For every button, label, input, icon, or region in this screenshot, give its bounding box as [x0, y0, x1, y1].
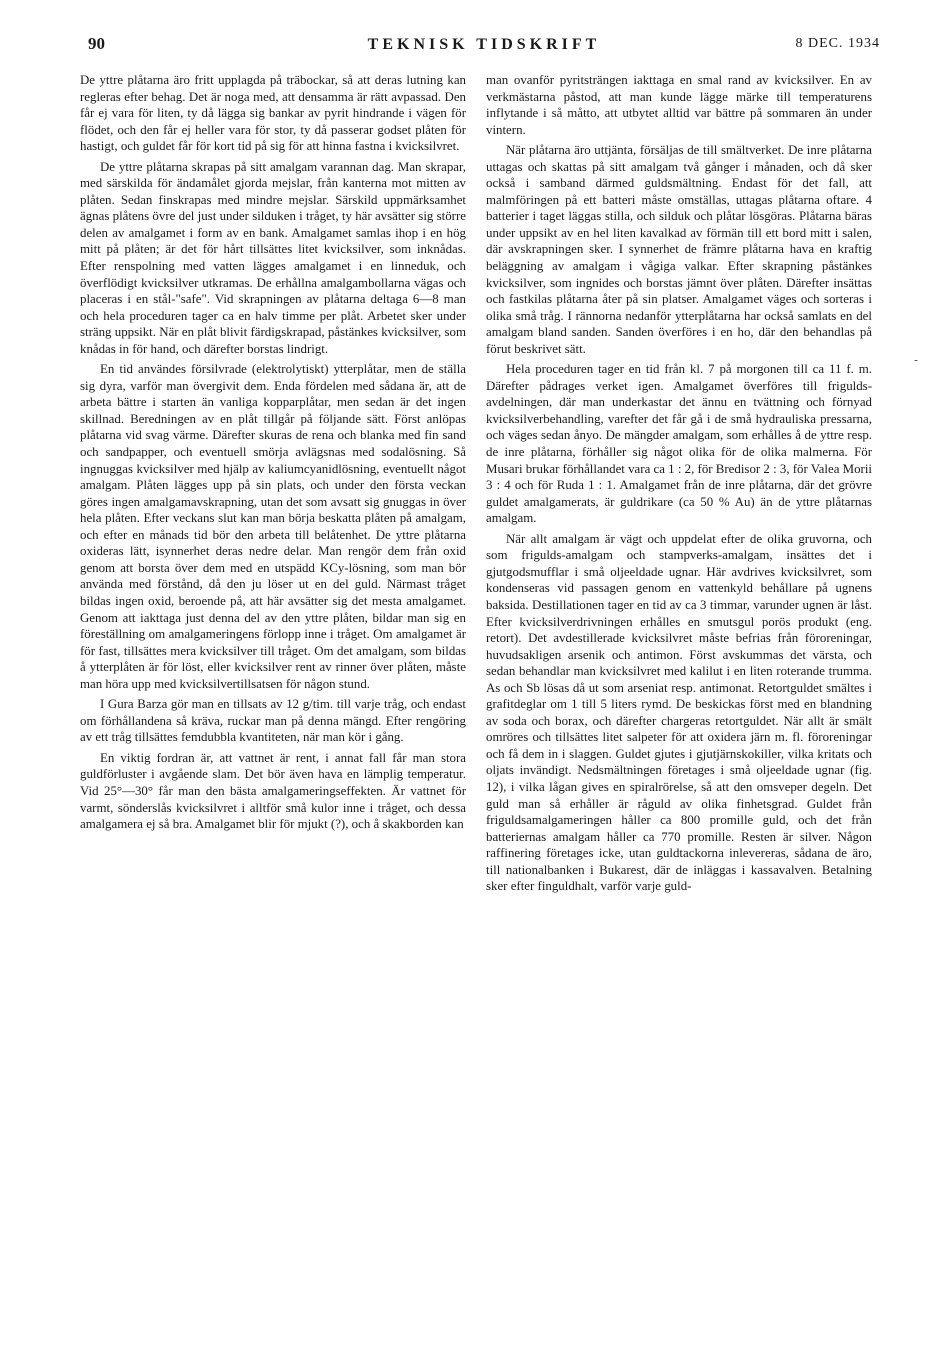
page-number: 90 — [88, 34, 105, 53]
left-column — [80, 72, 466, 837]
margin-dash: - — [914, 353, 919, 367]
page-header — [88, 34, 880, 58]
paragraph: En tid användes försilvrade (elektrolytiskt) ytterplåtar, men de ställa sig dyra, varför man övergivit dem. Enda fördelen med sådana är, att de arbeta bättre i starten än vanliga kopparplåtar, men sedan är det ingen skillnad. Beredningen av en plåt tillgår på följande sätt. Först anlöpas plåtarna vid svag värme. Därefter skuras de rena och blanka med fin sand och sandpapper, och eventuell smörja avlägsnas med sodalösning. Så ingnuggas kvicksilver med hjälp av kaliumcyanidlösning, eventuellt något amalgam. Plåten lägges upp på sin plats, och under den första veckan göres ingen amalgamavskrapning, utan det som avsatt sig gnuggas in över hela plåten. Efter veckans slut kan man börja beskatta plåten på amalgam, och efter en månads tid bör den arbeta till belåtenhet. De yttre plåtarna oxideras lätt, isynnerhet deras nedre delar. Man rengör dem från oxid genom att borsta över dem med en utspädd KCy-lösning, som man bör använda med förstånd, då den ju löser ut en del guld. Närmast tråget bildas ingen oxid, beroende på, att här avsätter sig det mesta amalgamet. Genom att iakttaga just denna del av den yttre plåten, bildar man sig en föreställning om amalgameringens förlopp inne i tråget. Om amalgamet är för fast, tillsättes mera kvicksilver till tråget. Om det amalgam, som bildas å ytterplåten är för löst, eller kvicksilver rent av rinner över plåten, måste man höra upp med kvicksilvertillsatsen för någon stund. — [80, 362, 466, 691]
paragraph: En viktig fordran är, att vattnet är rent, i annat fall får man stora guldförluster i avgående slam. Det bör även hava en lämplig temperatur. Vid 25°—30° får man den bästa amalgameringseffekten. Är vattnet för varmt, sönderslås kvicksilvret i alltför små kulor inne i tråget, och dessa amalgamera ej så bra. Amalgamet blir för mjukt (?), och å skakborden kan — [80, 750, 466, 832]
paragraph: I Gura Barza gör man en tillsats av 12 g/tim. till varje tråg, och endast om förhållandena så kräva, ruckar man på denna mängd. Efter rengöring av ett tråg tillsättes femdubbla kvantiteten, när man kör i gång. — [80, 697, 466, 745]
paragraph: När plåtarna äro uttjänta, försäljas de till smältverket. De inre plåtarna uttagas och skattas på sitt amalgam två gånger i månaden, och då sker också i samband därmed guldsmältning. Endast för det fall, att malmföringen på ett batteri måste omställas, uttagas plåtarna oftare. 4 batterier i taget läggas stilla, och silduk och plåtar lösgöras. Plåtarna bäras under uppsikt av en hel liten kavalkad av förmän till ett bord mitt i salen, där avskrapningen sker. I synnerhet de främre plåtarna hava en kraftig beläggning av amalgam i vågiga valkar. Efter skrapning påstänkes kvicksilver, som ingnides och borstas jämnt över plåten. Därefter insättas och fastkilas plåtarna åter på sin platser. Amalgamet väges och sorteras i olika små tråg. I rännorna nedanför ytterplåtarna har också samlats en del amalgam bland sanden. Sanden överföres i en ho, där den behandlas på förut beskrivet sätt. — [486, 143, 872, 356]
paragraph: De yttre plåtarna äro fritt upplagda på träbockar, så att deras lutning kan regleras efter behag. Det är noga med, att densamma är rätt avpassad. Den får ej vara för liten, ty då lägga sig bankar av pyrit hindrande i vägen för flödet, och den får ej heller vara för stor, ty då passerar godset plåten för hastigt, och guldet får för kort tid på sig för att hinna fastna i kvicksilvret. — [80, 73, 466, 154]
paragraph: När allt amalgam är vägt och uppdelat efter de olika gruvorna, och som frigulds-amalgam och stampverks-amalgam, insättes det i gjutgodsmufflar i små oljeeldade ugnar. Här avdrives kvicksilvret, som kondenseras vid passagen genom en vattenkyld behållare på ugnens baksida. Destillationen tager en tid av ca 3 timmar, varunder ugnen är låst. Efter kvicksilverdrivningen erhålles en smutsgul porös produkt (eng. retort). Det avdestillerade kvicksilvret måste befrias från föroreningar, huvudsakligen arsenik och antimon. Först avskummas det värsta, och sedan behandlar man kvicksilvret med kalilut i en liten roterande trumma. As och Sb lösas då ut som arseniat resp. antimonat. Retortguldet smältes i grafitdeglar om 1 till 5 liters rymd. De beskickas först med en blandning av soda och borax, och därefter chargeras retortguldet. När allt är smält omröres och tillsättes litet salpeter för att oxidera järn m. fl. föroreningar och få dem in i slaggen. Guldet gjutes i gjutjärnskokiller, vilka kritats och oljats invändigt. Nedsmältningen företages i små oljeeldade ugnar (fig. 12), i vilka lågan gives en spiralrörelse, så att den omsveper degeln. Det guld man så erhåller är råguld av olika finhetsgrad. Guldet från friguldsamalgameringen håller ca 800 promille guld, och det från batteriernas amalgam håller ca 770 promille. Resten är silver. Någon raffinering företages icke, utan guldtackorna inlevereras, sådana de äro, till nationalbanken i Bukarest, där de inläggas i kassavalven. Betalning sker efter finguldhalt, varför varje guld- — [486, 531, 872, 894]
issue-date: 8 DEC. 1934 — [795, 36, 880, 51]
right-column — [486, 72, 872, 899]
paragraph: man ovanför pyritsträngen iakttaga en smal rand av kvicksilver. En av verkmästarna påstod, att man kunde lägge märke till temperaturens inflytande i så måtto, att utbytet alltid var bättre på sommaren än under vintern. — [486, 73, 872, 137]
journal-title: TEKNISK TIDSKRIFT — [367, 36, 601, 53]
paragraph: De yttre plåtarna skrapas på sitt amalgam varannan dag. Man skrapar, med särskilda för ändamålet gjorda mejslar, från kanterna mot mitten av plåten. Sedan finskrapas med mindre mejslar. Särskild uppmärksamhet ägnas plåtens övre del just under silduken i tråget, ty här avsätter sig större delen av amalgamet i form av en bank. Amalgamet samlas ihop i en hög mitt på plåten; är det för hårt tillsättes litet kvicksilver, som inknådas. Efter renspolning med vatten lägges amalgamet i en linneduk, och överflödigt kvicksilver utkramas. De erhållna amalgambollarna vägas och placeras i en stål-"safe". Vid skrapningen av plåtarna deltaga 6—8 man och hela proceduren tager ca en halv timme per plåt. Arbetet sker under sträng uppsikt. När en plåt blivit färdigskrapad, påstänkes kvicksilver, som knådas in för hand, och därefter borstas lindrigt. — [80, 159, 466, 356]
paragraph: Hela proceduren tager en tid från kl. 7 på morgonen till ca 11 f. m. Därefter pådrages verket igen. Amalgamet överföres till frigulds-avdelningen, där man underkastar det ännu en tvättning och förnyad kvicksilverbehandling, varefter det får gå i de små hydrauliska pressarna, och väges sedan ånyo. De mängder amalgam, som erhålles å de yttre resp. de inre plåtarna, förhåller sig något olika för de olika malmerna. För Musari brukar förhållandet vara ca 1 : 2, för Bredisor 2 : 3, för Valea Morii 3 : 4 och för Ruda 1 : 1. Amalgamet från de inre plåtarna, där det grövre guldet amalgamerats, är guldrikare (ca 50 % Au) än de yttre plåtarnas amalgam. — [486, 362, 873, 526]
